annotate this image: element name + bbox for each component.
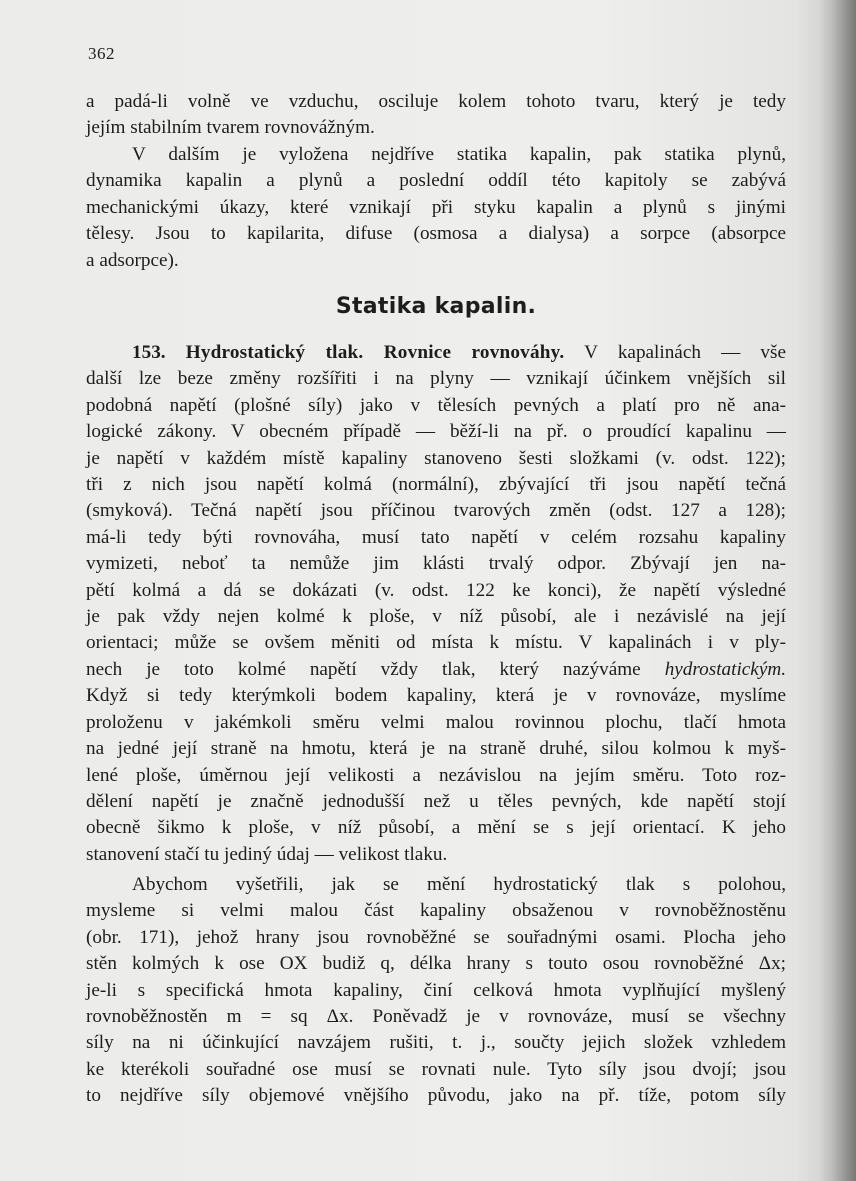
paragraph-hydrostatic-pressure: [86, 340, 786, 868]
section-first-line: [86, 340, 786, 366]
text-line: V dalším je vyložena nejdříve statika kapalin, pak statika plynů,: [132, 144, 786, 165]
text-line: logické zákony. V obecném případě — běží-li na př. o proudící kapalinu —: [86, 421, 786, 443]
text-fragment: nech je toto kolmé napětí vždy tlak, který nazýváme: [86, 658, 641, 680]
text-line: a adsorpce).: [86, 249, 179, 271]
page-edge-shadow: [820, 0, 856, 1181]
text-line: rovnoběžnostěn m = sq Δx. Poněvadž je v rovnováze, musí se všechny: [86, 1006, 786, 1028]
text-line: má-li tedy býti rovnováha, musí tato napětí v celém rozsahu kapaliny: [86, 526, 786, 548]
text-line: pětí kolmá a dá se dokázati (v. odst. 122 ke konci), že napětí výsledné: [86, 579, 786, 601]
text-line: Když si tedy kterýmkoli bodem kapaliny, která je v rovnováze, myslíme: [86, 685, 786, 707]
text-line: vymizeti, neboť ta nemůže jim klásti trvalý odpor. Zbývají jen na-: [86, 553, 786, 575]
text-line: stěn kolmých k ose OX budiž q, délka hrany s touto osou rovnoběžné Δx;: [86, 953, 786, 975]
text-line: ke kterékoli souřadné ose musí se rovnati nule. Tyto síly jsou dvojí; jsou: [86, 1058, 786, 1080]
text-line: dělení napětí je značně jednodušší než u těles pevných, kde napětí stojí: [86, 790, 786, 812]
text-line: na jedné její straně na hmotu, která je na straně druhé, silou kolmou k myš-: [86, 738, 786, 760]
text-line: Abychom vyšetřili, jak se mění hydrostatický tlak s polohou,: [132, 874, 786, 895]
text-line: obecně šikmo k ploše, v níž působí, a mění se s její orientací. K jeho: [86, 817, 786, 839]
text-line: to nejdříve síly objemové vnějšího původu, jako na př. tíže, potom síly: [86, 1085, 786, 1107]
text-line: je pak vždy nejen kolmé k ploše, v níž působí, ale i nezávislé na její: [86, 606, 786, 628]
text-line: lené ploše, úměrnou její velikosti a nezávislou na jejím směru. Toto roz-: [86, 764, 786, 786]
paragraph-derivation: [86, 872, 786, 1110]
section-title: Hydrostatický tlak. Rovnice rovnováhy.: [185, 342, 565, 363]
text-line: mechanickými úkazy, které vznikají při styku kapalin a plynů s jinými: [86, 196, 786, 218]
paragraph-overview: [86, 142, 786, 274]
paragraph-intro-end: [86, 89, 786, 142]
text-line: tělesy. Jsou to kapilarita, difuse (osmosa a dialysa) a sorpce (absorpce: [86, 223, 786, 245]
text-line: jejím stabilním tvarem rovnovážným.: [86, 117, 375, 139]
italic-term: hydrostatickým.: [664, 658, 786, 680]
text-line: stanovení stačí tu jediný údaj — velikost tlaku.: [86, 843, 448, 865]
text-line: tři z nich jsou napětí kolmá (normální), zbývající tři jsou napětí tečná: [86, 474, 786, 496]
page-number: 362: [88, 44, 115, 63]
text-line: další lze beze změny rozšířiti i na plyny — vznikají účinkem vnějších sil: [86, 368, 786, 390]
text-line: síly na ni účinkující navzájem rušiti, t. j., součty jejich složek vzhledem: [86, 1032, 786, 1054]
section-number: 153.: [132, 342, 166, 363]
text-line: proloženu v jakémkoli směru velmi malou rovinnou plochu, tlačí hmota: [86, 711, 786, 733]
text-line: je-li s specifická hmota kapaliny, činí celková hmota vyplňující myšlený: [86, 979, 786, 1001]
text-line: mysleme si velmi malou část kapaliny obsaženou v rovnoběžnostěnu: [86, 900, 786, 922]
text-line: je napětí v každém místě kapaliny stanoveno šesti složkami (v. odst. 122);: [86, 447, 786, 469]
text-fragment: V kapalinách — vše: [584, 342, 786, 363]
text-line-with-italic: [86, 657, 786, 683]
text-line: podobná napětí (plošné síly) jako v tělesích pevných a platí pro ně ana-: [86, 394, 786, 416]
text-line: a padá-li volně ve vzduchu, osciluje kolem tohoto tvaru, který je tedy: [86, 91, 786, 112]
text-line: orientaci; může se ovšem měniti od místa k místu. V kapalinách i v ply-: [86, 632, 786, 654]
text-line: dynamika kapalin a plynů a poslední oddíl této kapitoly se zabývá: [86, 170, 786, 192]
section-heading: Statika kapalin.: [335, 294, 537, 319]
text-line: (smyková). Tečná napětí jsou příčinou tvarových změn (odst. 127 a 128);: [86, 500, 786, 522]
text-line: (obr. 171), jehož hrany jsou rovnoběžné se souřadnými osami. Plocha jeho: [86, 926, 786, 948]
